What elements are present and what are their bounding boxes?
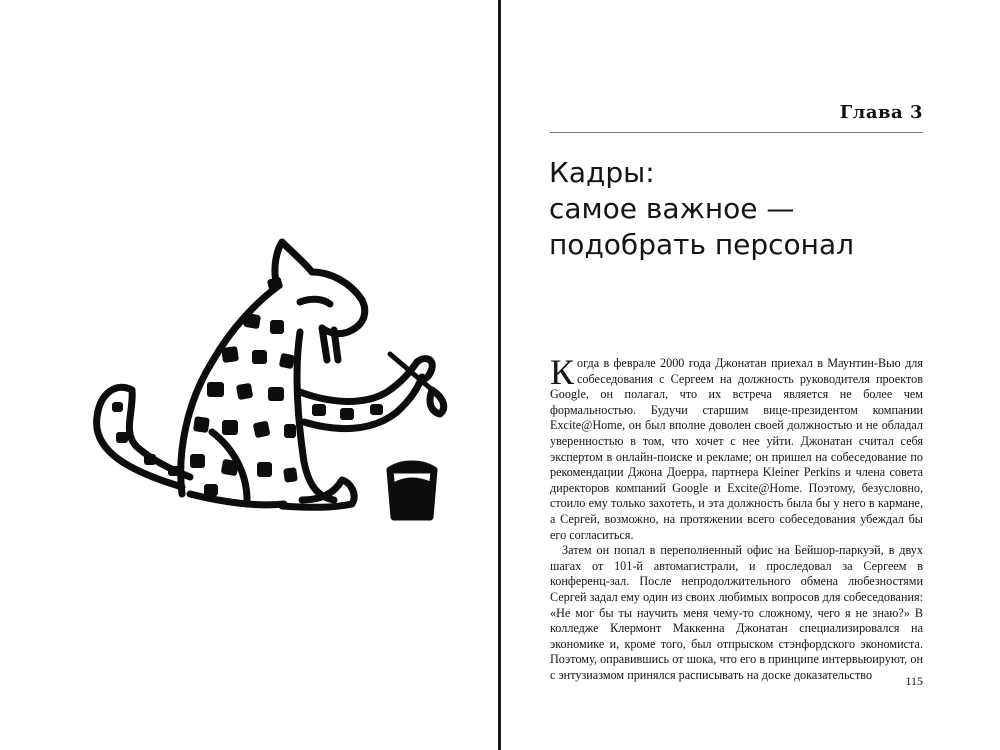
drop-cap: К [550, 352, 575, 392]
chapter-title [549, 155, 929, 263]
chapter-title-line-1: Кадры: [549, 156, 655, 189]
paragraph-1 [550, 352, 923, 543]
left-page [0, 0, 498, 750]
chapter-label: Глава 3 [839, 102, 923, 123]
page-number: 115 [905, 674, 923, 688]
right-page [501, 0, 1000, 750]
body-text [550, 352, 923, 683]
leopard-painting-illustration [72, 232, 472, 532]
chapter-title-line-2: самое важное — [549, 192, 795, 225]
chapter-title-line-3: подобрать персонал [549, 228, 855, 261]
paragraph-1-text: огда в феврале 2000 года Джонатан приехал в Маунтин-Вью для собеседования с Сергеем на должность руководителя проектов Google, он полагал, что их встреча является не более чем формальностью. Будучи старшим вице-президентом компании Excite@Home, он был вполне доволен своей должностью и не обладал уверенностью в том, что хочет с нее уйти. Джонатан считал себя экспертом в онлайн-поиске и рекламе; он пришел на собеседование по рекомендации Джона Доерра, партнера Kleiner Perkins и члена совета директоров компаний Google и Excite@Home. Поэтому, безусловно, стоило ему только захотеть, и эта должность была бы у него в кармане, а Сергей, возможно, на протяжении всего собеседования убеждал бы его согласиться. [550, 356, 923, 542]
chapter-rule [550, 132, 923, 133]
paragraph-2: Затем он попал в переполненный офис на Бейшор-паркуэй, в двух шагах от 101-й автомагистрали, и проследовал за Сергеем в конференц-зал. После непродолжительного обмена любезностями Сергей задал ему один из своих любимых вопросов для собеседования: «Не мог бы ты научить меня чему-то сложному, чего я не знаю?» В колледже Клермонт Маккенна Джонатан специализировался на экономике и, кроме того, был отпрыском стэнфордского экономиста. Поэтому, оправившись от шока, что его в принципе интервьюируют, он с энтузиазмом принялся расписывать на доске доказательство [550, 543, 923, 682]
